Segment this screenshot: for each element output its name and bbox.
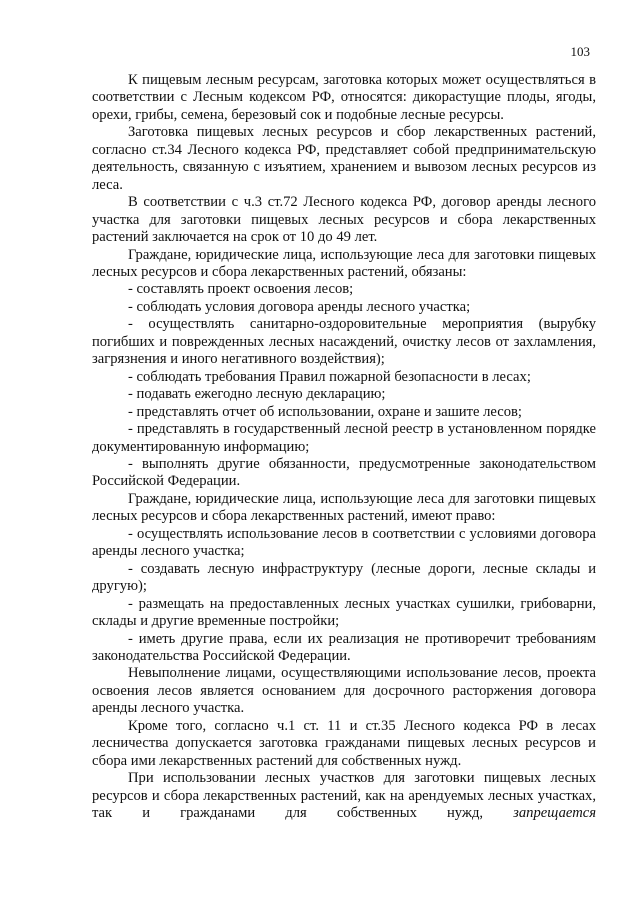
paragraph-termination: Невыполнение лицами, осуществляющими использование лесов, проекта освоения лесов является основанием для досрочного расторжения договора аренды лесного участка.: [92, 665, 596, 717]
paragraph-article-34: Заготовка пищевых лесных ресурсов и сбор лекарственных растений, согласно ст.34 Лесного кодекса РФ, представляет собой предпринимательскую деятельность, связанную с изъятием, хранением и вывозом лесных ресурсов из леса.: [92, 124, 596, 193]
list-item-right: - иметь другие права, если их реализация не противоречит требованиям законодательства Российской Федерации.: [92, 630, 596, 664]
list-item-right: - создавать лесную инфраструктуру (лесные дороги, лесные склады и другую);: [92, 560, 596, 595]
list-item-obligation: - представлять в государственный лесной реестр в установленном порядке документированную информацию;: [92, 421, 596, 455]
page-number: 103: [570, 44, 590, 59]
paragraph-article-72: В соответствии с ч.3 ст.72 Лесного кодекса РФ, договор аренды лесного участка для заготовки пищевых лесных ресурсов и сбора лекарственных растений заключается на срок от 10 до 49 лет.: [92, 194, 596, 246]
list-item-obligation: - составлять проект освоения лесов;: [128, 281, 354, 298]
paragraph-food-resources-definition: К пищевым лесным ресурсам, заготовка которых может осуществляться в соответствии с Лесным кодексом РФ, относятся: дикорастущие плоды, ягоды, орехи, грибы, семена, березовый сок и подобные лесные ресурсы.: [92, 72, 596, 123]
list-item-obligation: - подавать ежегодно лесную декларацию;: [128, 386, 386, 403]
list-item-obligation: - соблюдать требования Правил пожарной безопасности в лесах;: [128, 368, 531, 385]
emphasis-prohibited: запрещается: [513, 805, 596, 822]
list-item-obligation: - соблюдать условия договора аренды лесного участка;: [128, 298, 471, 315]
list-item-obligation: - осуществлять санитарно-оздоровительные мероприятия (вырубку погибших и поврежденных лесных насаждений, очистку лесов от захламления, загрязнения и иного негативного воздействия);: [92, 316, 596, 368]
paragraph-obligations-intro: Граждане, юридические лица, использующие леса для заготовки пищевых лесных ресурсов и сбора лекарственных растений, обязаны:: [92, 246, 596, 280]
paragraph-rights-intro: Граждане, юридические лица, использующие леса для заготовки пищевых лесных ресурсов и сбора лекарственных растений, имеют право:: [92, 490, 596, 525]
paragraph-prohibitions-text: При использовании лесных участков для заготовки пищевых лесных ресурсов и сбора лекарственных растений, как на арендуемых лесных участках, так и гражданами для собственных нужд,: [92, 770, 596, 822]
list-item-right: - размещать на предоставленных лесных участках сушилки, грибоварни, склады и другие временные постройки;: [92, 595, 596, 630]
list-item-obligation: - выполнять другие обязанности, предусмотренные законодательством Российской Федерации.: [92, 455, 596, 490]
list-item-obligation: - представлять отчет об использовании, охране и зашите лесов;: [128, 403, 522, 420]
list-item-right: - осуществлять использование лесов в соответствии с условиями договора аренды лесного участка;: [92, 525, 596, 560]
paragraph-prohibitions: [92, 770, 596, 822]
body-text: [92, 72, 596, 822]
paragraph-article-11-35: Кроме того, согласно ч.1 ст. 11 и ст.35 Лесного кодекса РФ в лесах лесничества допускается заготовка гражданами пищевых лесных ресурсов и сбора ими лекарственных растений для собственных нужд.: [92, 717, 596, 769]
